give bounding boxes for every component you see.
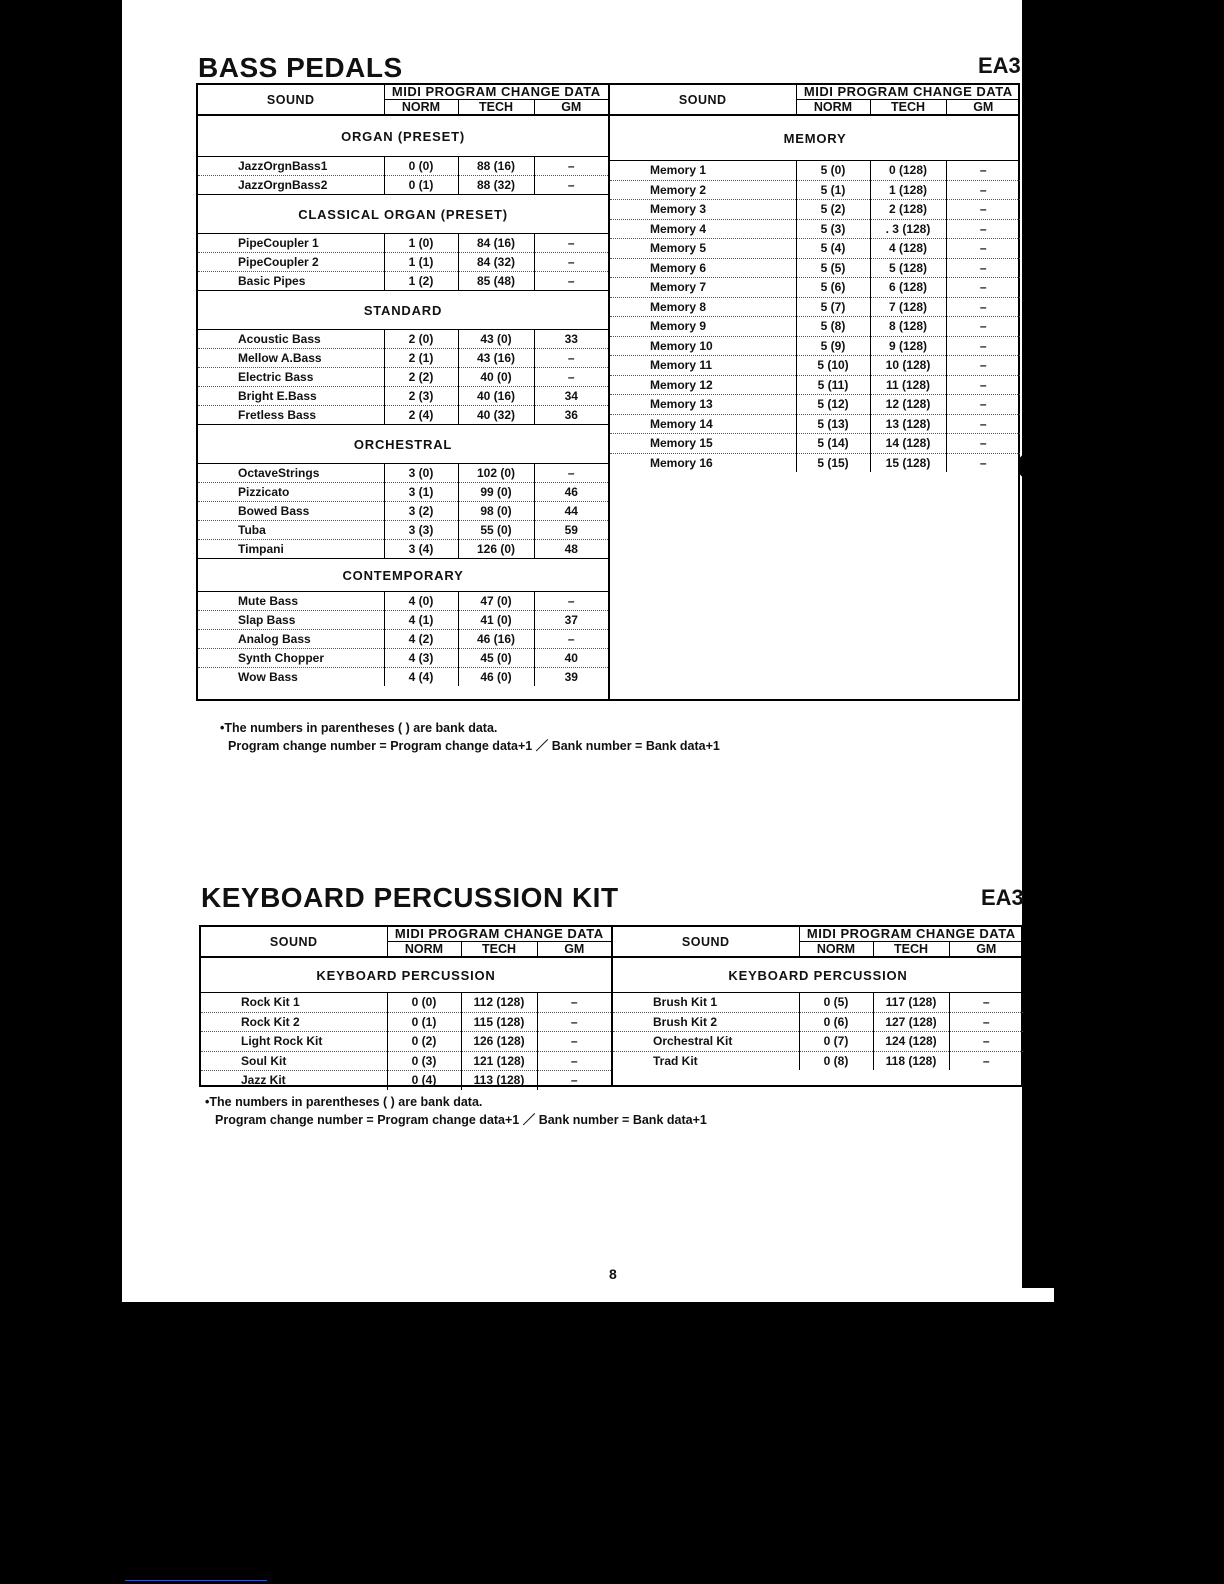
norm-value: 5 (9) (796, 336, 870, 356)
tech-value: 115 (128) (461, 1012, 537, 1032)
gm-value: – (949, 993, 1023, 1013)
tech-value: 45 (0) (458, 649, 534, 668)
sound-name: Analog Bass (198, 630, 384, 649)
table-row (610, 200, 1020, 220)
norm-value: 0 (4) (387, 1071, 461, 1090)
manual-page-bottom (155, 1288, 1054, 1302)
sound-name: Rock Kit 1 (201, 993, 387, 1013)
tech-value: 11 (128) (870, 375, 946, 395)
gm-value: 33 (534, 330, 608, 349)
norm-value: 2 (0) (384, 330, 458, 349)
gm-column-header: GM (946, 100, 1020, 116)
table-row (610, 375, 1020, 395)
gm-value: – (946, 239, 1020, 259)
tech-value: 9 (128) (870, 336, 946, 356)
norm-value: 5 (8) (796, 317, 870, 337)
sound-name: Electric Bass (198, 368, 384, 387)
table-row (201, 1032, 611, 1052)
table-row (198, 502, 608, 521)
sound-name: Pizzicato (198, 483, 384, 502)
table-row (613, 1012, 1023, 1032)
norm-value: 0 (8) (799, 1051, 873, 1070)
bass-pedals-left-table (198, 85, 608, 686)
table-row (198, 234, 608, 253)
tech-column-header: TECH (461, 942, 537, 958)
keyboard-percussion-table (199, 925, 1023, 1087)
table-row (198, 464, 608, 483)
norm-column-header: NORM (387, 942, 461, 958)
tech-value: 8 (128) (870, 317, 946, 337)
norm-value: 1 (0) (384, 234, 458, 253)
table-row (198, 540, 608, 559)
sound-name: Tuba (198, 521, 384, 540)
tech-value: 85 (48) (458, 272, 534, 291)
tech-value: 13 (128) (870, 414, 946, 434)
sound-name: Memory 8 (610, 297, 796, 317)
sound-name: OctaveStrings (198, 464, 384, 483)
table-row (198, 611, 608, 630)
table-row (610, 258, 1020, 278)
note-line-2: Program change number = Program change data+1 ／ Bank number = Bank data+1 (215, 1113, 707, 1127)
tech-value: 41 (0) (458, 611, 534, 630)
category-heading: KEYBOARD PERCUSSION (613, 957, 1023, 993)
table-row (610, 297, 1020, 317)
tech-value: 15 (128) (870, 453, 946, 472)
gm-value: – (946, 356, 1020, 376)
table-row (610, 434, 1020, 454)
gm-value: – (537, 1012, 611, 1032)
table-row (610, 336, 1020, 356)
note-line-2: Program change number = Program change data+1 ／ Bank number = Bank data+1 (228, 739, 720, 753)
sound-name: Timpani (198, 540, 384, 559)
bass-pedals-title: BASS PEDALS (198, 52, 403, 83)
table-row (198, 668, 608, 687)
table-row (198, 630, 608, 649)
sound-name: Trad Kit (613, 1051, 799, 1070)
tech-value: 2 (128) (870, 200, 946, 220)
gm-value: – (946, 336, 1020, 356)
sound-name: Wow Bass (198, 668, 384, 687)
gm-value: – (946, 395, 1020, 415)
sound-name: Memory 13 (610, 395, 796, 415)
sound-name: Memory 7 (610, 278, 796, 298)
table-row (198, 592, 608, 611)
norm-value: 5 (12) (796, 395, 870, 415)
norm-column-header: NORM (384, 100, 458, 116)
sound-name: JazzOrgnBass2 (198, 176, 384, 195)
gm-value: – (946, 219, 1020, 239)
norm-value: 0 (6) (799, 1012, 873, 1032)
gm-value: – (534, 234, 608, 253)
gm-column-header: GM (537, 942, 611, 958)
gm-value: – (534, 464, 608, 483)
tech-value: 55 (0) (458, 521, 534, 540)
sound-name: Acoustic Bass (198, 330, 384, 349)
sound-name: Bright E.Bass (198, 387, 384, 406)
note-line-1: •The numbers in parentheses ( ) are bank data. (220, 721, 498, 735)
category-heading: ORGAN (PRESET) (198, 115, 608, 157)
table-row (610, 278, 1020, 298)
table-row (610, 219, 1020, 239)
norm-value: 5 (14) (796, 434, 870, 454)
norm-value: 0 (0) (387, 993, 461, 1013)
table-row (201, 993, 611, 1013)
sound-name: Soul Kit (201, 1051, 387, 1071)
norm-value: 3 (3) (384, 521, 458, 540)
sound-name: Mute Bass (198, 592, 384, 611)
norm-value: 5 (11) (796, 375, 870, 395)
tech-value: 43 (16) (458, 349, 534, 368)
gm-value: – (946, 180, 1020, 200)
norm-column-header: NORM (796, 100, 870, 116)
norm-value: 4 (1) (384, 611, 458, 630)
gm-value: – (534, 630, 608, 649)
keyboard-percussion-right-table (613, 927, 1023, 1070)
tech-value: 7 (128) (870, 297, 946, 317)
tech-value: 121 (128) (461, 1051, 537, 1071)
gm-value: 40 (534, 649, 608, 668)
bass-pedals-table (196, 83, 1020, 701)
gm-value: 59 (534, 521, 608, 540)
norm-value: 3 (1) (384, 483, 458, 502)
norm-value: 5 (1) (796, 180, 870, 200)
category-heading: ORCHESTRAL (198, 425, 608, 464)
table-row (198, 406, 608, 425)
sound-name: Memory 9 (610, 317, 796, 337)
sound-column-header: SOUND (201, 927, 387, 957)
tech-value: 40 (16) (458, 387, 534, 406)
category-heading: CLASSICAL ORGAN (PRESET) (198, 195, 608, 234)
keyboard-percussion-left-table (201, 927, 611, 1090)
category-heading: MEMORY (610, 115, 1020, 161)
table-row (198, 349, 608, 368)
sound-name: Orchestral Kit (613, 1032, 799, 1052)
punch-hole-2 (1025, 803, 1059, 833)
bass-pedals-model: EA3 (978, 53, 1021, 78)
gm-value: – (537, 1032, 611, 1052)
sound-name: PipeCoupler 1 (198, 234, 384, 253)
gm-value: – (946, 297, 1020, 317)
tech-value: 84 (16) (458, 234, 534, 253)
gm-value: – (946, 258, 1020, 278)
gm-value: – (946, 434, 1020, 454)
tech-value: . 3 (128) (870, 219, 946, 239)
gm-value: – (982, 1053, 990, 1068)
tech-column-header: TECH (458, 100, 534, 116)
norm-value: 5 (10) (796, 356, 870, 376)
midi-program-change-header: MIDI PROGRAM CHANGE DATA (796, 85, 1020, 100)
tech-value: 126 (128) (461, 1032, 537, 1052)
tech-value: 0 (128) (870, 161, 946, 181)
gm-value: – (946, 161, 1020, 181)
sound-name: Memory 4 (610, 219, 796, 239)
tech-value: 102 (0) (458, 464, 534, 483)
sound-name: Mellow A.Bass (198, 349, 384, 368)
norm-value: 4 (0) (384, 592, 458, 611)
norm-value: 2 (2) (384, 368, 458, 387)
sound-name: Memory 14 (610, 414, 796, 434)
tech-value: 112 (128) (461, 993, 537, 1013)
tech-value: 14 (128) (870, 434, 946, 454)
tech-value: 124 (128) (873, 1032, 949, 1052)
sound-name: Brush Kit 1 (613, 993, 799, 1013)
table-row (201, 1071, 611, 1090)
table-row (198, 176, 608, 195)
sound-name: Memory 3 (610, 200, 796, 220)
tech-value: 126 (0) (458, 540, 534, 559)
tech-value: 113 (128) (461, 1071, 537, 1090)
gm-value: – (946, 278, 1020, 298)
sound-name: Memory 16 (610, 453, 796, 472)
norm-value: 4 (3) (384, 649, 458, 668)
punch-hole-1 (1017, 451, 1051, 481)
norm-value: 3 (4) (384, 540, 458, 559)
norm-value: 3 (0) (384, 464, 458, 483)
bass-pedals-note (220, 719, 720, 755)
table-row (201, 1012, 611, 1032)
tech-value: 127 (128) (873, 1012, 949, 1032)
bass-pedals-right-table (610, 85, 1020, 472)
gm-value: – (946, 200, 1020, 220)
norm-value: 4 (4) (384, 668, 458, 687)
sound-name: Bowed Bass (198, 502, 384, 521)
tech-value: 5 (128) (870, 258, 946, 278)
sound-name: Memory 10 (610, 336, 796, 356)
midi-program-change-header: MIDI PROGRAM CHANGE DATA (799, 927, 1023, 942)
gm-value: – (570, 1073, 578, 1088)
sound-column-header: SOUND (198, 85, 384, 115)
gm-value: – (534, 592, 608, 611)
gm-column-header: GM (949, 942, 1023, 958)
sound-name: Memory 6 (610, 258, 796, 278)
sound-name: Memory 12 (610, 375, 796, 395)
gm-value: – (949, 1032, 1023, 1052)
table-row (198, 521, 608, 540)
keyboard-percussion-title: KEYBOARD PERCUSSION KIT (201, 882, 619, 913)
norm-value: 5 (0) (796, 161, 870, 181)
tech-value: 1 (128) (870, 180, 946, 200)
gm-value: – (534, 368, 608, 387)
tech-value: 46 (16) (458, 630, 534, 649)
category-heading: KEYBOARD PERCUSSION (201, 957, 611, 993)
sound-name: Synth Chopper (198, 649, 384, 668)
gm-value: – (979, 455, 987, 470)
norm-column-header: NORM (799, 942, 873, 958)
category-heading: CONTEMPORARY (198, 559, 608, 592)
norm-value: 0 (1) (387, 1012, 461, 1032)
norm-value: 5 (2) (796, 200, 870, 220)
norm-value: 0 (3) (387, 1051, 461, 1071)
table-row (610, 161, 1020, 181)
sound-name: Memory 15 (610, 434, 796, 454)
tech-value: 118 (128) (873, 1051, 949, 1070)
table-row (613, 993, 1023, 1013)
norm-value: 2 (3) (384, 387, 458, 406)
tech-column-header: TECH (873, 942, 949, 958)
gm-value: – (534, 157, 608, 176)
sound-name: Slap Bass (198, 611, 384, 630)
sound-name: Jazz Kit (201, 1071, 387, 1090)
note-line-1: •The numbers in parentheses ( ) are bank data. (205, 1095, 483, 1109)
norm-value: 0 (0) (384, 157, 458, 176)
sound-name: Memory 11 (610, 356, 796, 376)
norm-value: 1 (2) (384, 272, 458, 291)
table-row (198, 272, 608, 291)
norm-value: 0 (7) (799, 1032, 873, 1052)
sound-name: Fretless Bass (198, 406, 384, 425)
table-row (610, 453, 1020, 472)
tech-value: 40 (0) (458, 368, 534, 387)
norm-value: 2 (1) (384, 349, 458, 368)
sound-name: Memory 2 (610, 180, 796, 200)
tech-value: 88 (32) (458, 176, 534, 195)
norm-value: 1 (1) (384, 253, 458, 272)
tech-value: 46 (0) (458, 668, 534, 687)
norm-value: 5 (4) (796, 239, 870, 259)
table-row (198, 387, 608, 406)
tech-value: 4 (128) (870, 239, 946, 259)
table-row (198, 157, 608, 176)
tech-value: 98 (0) (458, 502, 534, 521)
midi-program-change-header: MIDI PROGRAM CHANGE DATA (387, 927, 611, 942)
table-row (198, 368, 608, 387)
midi-program-change-header: MIDI PROGRAM CHANGE DATA (384, 85, 608, 100)
sound-column-header: SOUND (610, 85, 796, 115)
table-row (198, 649, 608, 668)
norm-value: 5 (13) (796, 414, 870, 434)
page-number: 8 (609, 1266, 617, 1282)
tech-value: 40 (32) (458, 406, 534, 425)
table-row (613, 1051, 1023, 1070)
gm-value: – (537, 1051, 611, 1071)
sound-name: PipeCoupler 2 (198, 253, 384, 272)
gm-value: – (534, 253, 608, 272)
gm-value: 46 (534, 483, 608, 502)
table-row (610, 395, 1020, 415)
tech-value: 88 (16) (458, 157, 534, 176)
gm-value: – (534, 272, 608, 291)
gm-value: 34 (534, 387, 608, 406)
category-heading: STANDARD (198, 291, 608, 330)
tech-value: 117 (128) (873, 993, 949, 1013)
gm-value: – (534, 176, 608, 195)
gm-value: 39 (564, 670, 578, 684)
norm-value: 5 (7) (796, 297, 870, 317)
keyboard-percussion-note (205, 1093, 707, 1129)
gm-value: – (946, 317, 1020, 337)
tech-value: 43 (0) (458, 330, 534, 349)
tech-column-header: TECH (870, 100, 946, 116)
table-row (610, 356, 1020, 376)
norm-value: 5 (15) (796, 453, 870, 472)
sound-name: Rock Kit 2 (201, 1012, 387, 1032)
gm-value: – (534, 349, 608, 368)
norm-value: 4 (2) (384, 630, 458, 649)
gm-column-header: GM (534, 100, 608, 116)
norm-value: 5 (6) (796, 278, 870, 298)
table-row (198, 330, 608, 349)
keyboard-percussion-model: EA3 (981, 885, 1024, 910)
tech-value: 99 (0) (458, 483, 534, 502)
gm-value: – (949, 1012, 1023, 1032)
sound-name: Light Rock Kit (201, 1032, 387, 1052)
table-row (610, 239, 1020, 259)
gm-value: 36 (534, 406, 608, 425)
gm-value: 48 (534, 540, 608, 559)
table-row (613, 1032, 1023, 1052)
table-row (610, 317, 1020, 337)
tech-value: 12 (128) (870, 395, 946, 415)
sound-name: JazzOrgnBass1 (198, 157, 384, 176)
table-row (610, 414, 1020, 434)
norm-value: 5 (3) (796, 219, 870, 239)
tech-value: 84 (32) (458, 253, 534, 272)
sound-name: Memory 5 (610, 239, 796, 259)
tech-value: 47 (0) (458, 592, 534, 611)
norm-value: 3 (2) (384, 502, 458, 521)
norm-value: 0 (5) (799, 993, 873, 1013)
norm-value: 0 (2) (387, 1032, 461, 1052)
table-row (201, 1051, 611, 1071)
norm-value: 0 (1) (384, 176, 458, 195)
sound-name: Brush Kit 2 (613, 1012, 799, 1032)
table-row (198, 483, 608, 502)
sound-name: Memory 1 (610, 161, 796, 181)
gm-value: – (537, 993, 611, 1013)
gm-value: – (946, 414, 1020, 434)
sound-column-header: SOUND (613, 927, 799, 957)
norm-value: 2 (4) (384, 406, 458, 425)
link-underline (125, 1580, 267, 1581)
gm-value: 37 (534, 611, 608, 630)
table-row (610, 180, 1020, 200)
gm-value: 44 (534, 502, 608, 521)
tech-value: 6 (128) (870, 278, 946, 298)
tech-value: 10 (128) (870, 356, 946, 376)
sound-name: Basic Pipes (198, 272, 384, 291)
norm-value: 5 (5) (796, 258, 870, 278)
gm-value: – (946, 375, 1020, 395)
table-row (198, 253, 608, 272)
